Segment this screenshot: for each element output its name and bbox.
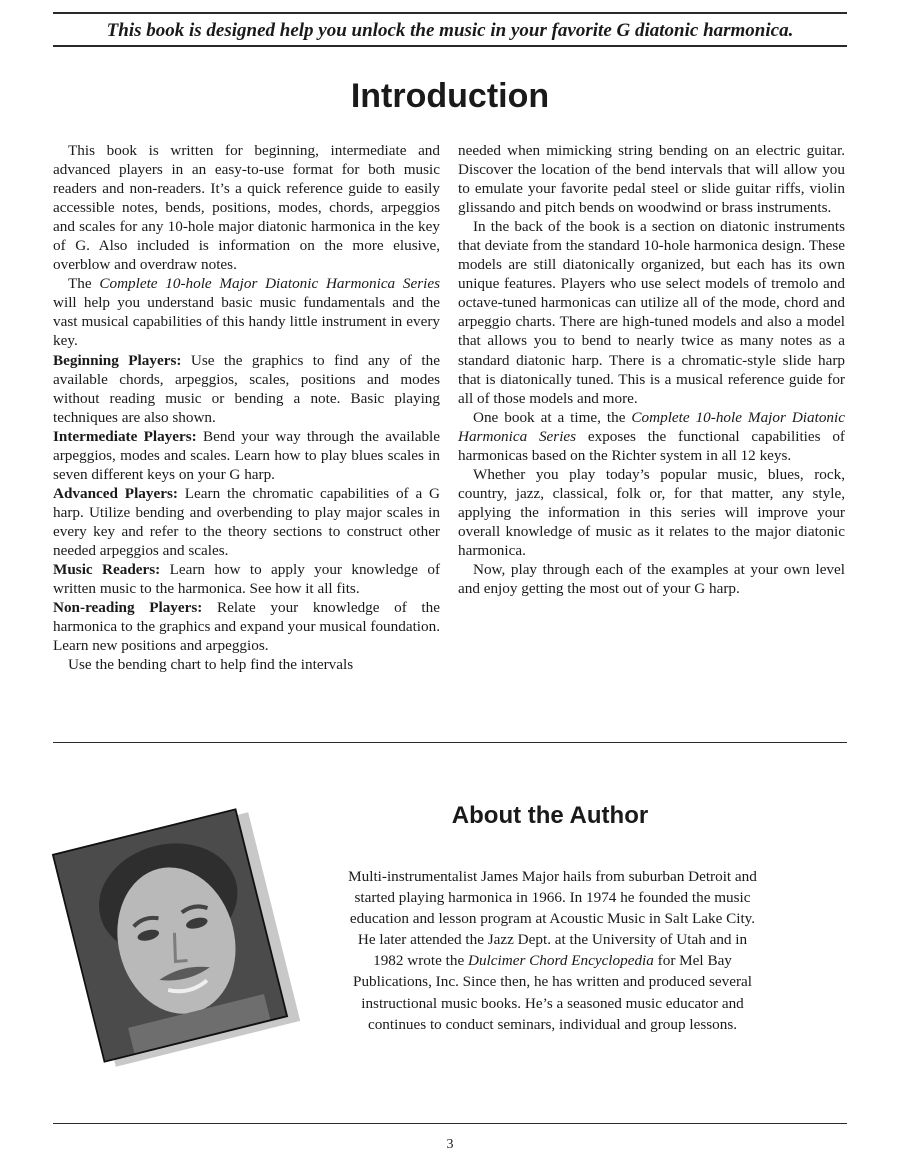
bio-line: continues to conduct seminars, individual and group lessons. [367,1015,738,1033]
author-bio [290,866,815,1035]
intro-paragraph-2: The Complete 10-hole Major Diatonic Harmonica Series will help you understand basic music fundamentals and the vast musical capabilities of this handy little instrument in every key. [53,275,440,350]
bio-line: 1982 wrote the Dulcimer Chord Encyclopedia for Mel Bay [373,952,732,970]
back-of-book-paragraph: In the back of the book is a section on diatonic instruments that deviate from the standard 10-hole harmonica design. These models are still diatonically organized, but each has its own unique features. Players who use select models of tremolo and octave-tuned harmonicas can utilize all of the mode, chord and arpeggio charts. There are high-tuned models and also a model that allows you to bend to nearly twice as many notes as a standard diatonic harp. There is a chromatic-style slide harp that is diatonically tuned. This is a musical reference guide for all of those models and more. [458,218,845,407]
advanced-players-label: Advanced Players: [53,484,178,502]
music-readers-label: Music Readers: [53,561,161,579]
author-photo-frame [55,820,295,1075]
bending-chart-paragraph-start: Use the bending chart to help find the intervals [68,656,354,674]
series-title: Complete 10-hole Major Diatonic Harmonica Series [458,408,845,445]
one-book-paragraph: One book at a time, the Complete 10-hole Major Diatonic Harmonica Series exposes the functional capabilities of harmonicas based on the Richter system in all 12 keys. [458,408,845,464]
about-author-title: About the Author [451,802,649,829]
series-title: Complete 10-hole Major Diatonic Harmonica Series [99,275,440,293]
intro-column-left [53,141,440,674]
intro-title: Introduction [350,77,550,115]
bio-line: Multi-instrumentalist James Major hails from suburban Detroit and [348,868,757,885]
non-reading-players-label: Non-reading Players: [53,599,203,617]
music-readers-paragraph: Music Readers: Learn how to apply your knowledge of written music to the harmonica. See how it all fits. [53,561,440,598]
bending-chart-paragraph-end: needed when mimicking string bending on an electric guitar. Discover the location of the bend intervals that will allow you to emulate your favorite pedal steel or slide guitar riffs, violin glissando and pitch bends on woodwind or brass instruments. [458,142,845,217]
section-divider [53,742,847,743]
beginning-players-label: Beginning Players: [53,351,182,369]
non-reading-players-paragraph: Non-reading Players: Relate your knowledge of the harmonica to the graphics and expand your musical foundation. Learn new positions and arpeggios. [53,599,440,655]
page-number: 3 [446,1137,454,1152]
banner-tagline: This book is designed help you unlock the music in your favorite G diatonic harmonica. [106,20,794,41]
play-through-paragraph: Now, play through each of the examples at your own level and enjoy getting the most out of your G harp. [458,561,845,598]
footer-rule [53,1123,847,1124]
bio-line: started playing harmonica in 1966. In 1974 he founded the music [354,889,751,907]
banner-rule-top [53,12,847,14]
bio-line: He later attended the Jazz Dept. at the University of Utah and in [357,931,748,949]
beginning-players-paragraph: Beginning Players: Use the graphics to find any of the available chords, arpeggios, scales, positions and modes without reading music or bending a note. Basic playing techniques are also shown. [53,351,440,426]
intermediate-players-paragraph: Intermediate Players: Bend your way through the available arpeggios, modes and scales. Learn how to play blues scales in seven different keys on your G harp. [53,427,441,483]
bio-line: instructional music books. He’s a seasoned music educator and [361,994,744,1012]
bio-line: Publications, Inc. Since then, he has written and produced several [353,973,752,991]
whether-you-play-paragraph: Whether you play today’s popular music, blues, rock, country, jazz, classical, folk or, for that matter, any style, applying the information in this series will improve your overall knowledge of music as it relates to the major diatonic harmonica. [458,465,845,559]
intermediate-players-label: Intermediate Players: [53,427,197,445]
bio-line: education and lesson program at Acoustic Music in Salt Lake City. [349,910,756,928]
advanced-players-paragraph: Advanced Players: Learn the chromatic capabilities of a G harp. Utilize bending and overbending to play major scales in every key and refer to the theory sections to construct other needed arpeggios and scales. [53,484,440,559]
intro-column-right [458,141,845,598]
intro-paragraph-1: This book is written for beginning, intermediate and advanced players in an easy-to-use format for both music readers and non-readers. It’s a quick reference guide to easily accessible notes, bends, positions, modes, chords, arpeggios and scales for any 10-hole major diatonic harmonica in the key of G. Also included is information on the more elusive, overblow and overdraw notes. [53,142,440,274]
book-title: Dulcimer Chord Encyclopedia [468,952,654,970]
banner-rule-bottom [53,45,847,47]
